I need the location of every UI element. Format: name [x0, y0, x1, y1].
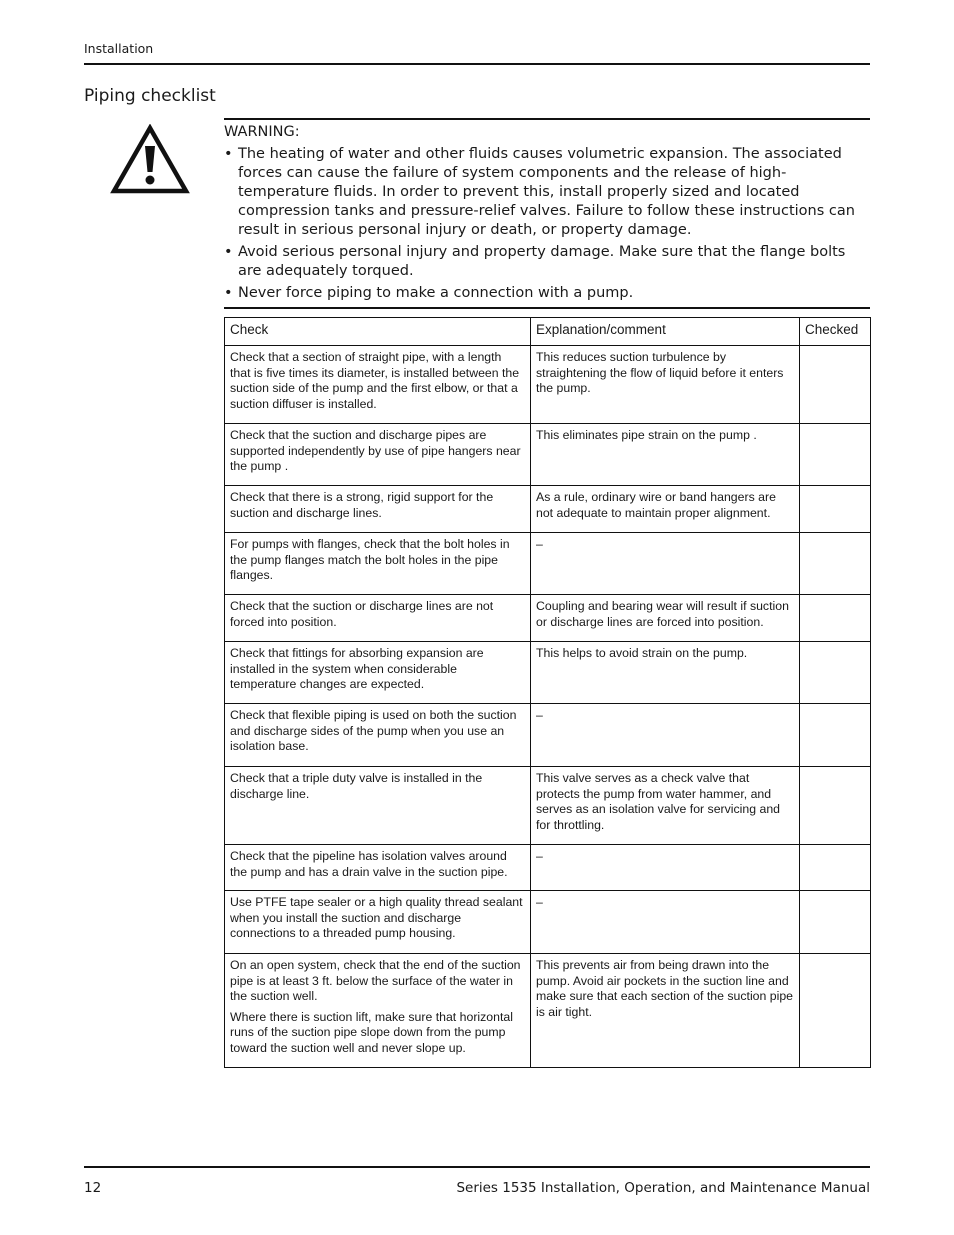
check-text: Check that the suction and discharge pipes are supported independently by use of pipe hangers near the pump .	[230, 428, 521, 473]
explanation-cell: This prevents air from being drawn into the pump. Avoid air pockets in the suction line and make sure that each section of the suction pipe is air tight.	[531, 954, 800, 1068]
page-number: 12	[84, 1180, 102, 1196]
table-row	[225, 424, 871, 486]
warning-item-text: The heating of water and other fluids causes volumetric expansion. The associated forces can cause the failure of system components and the release of high-temperature fluids. In order to prevent this, install properly sized and located compression tanks and pressure-relief valves. Failure to follow these instructions can result in serious personal injury or death, or property damage.	[238, 146, 855, 238]
bullet: •	[224, 285, 233, 301]
check-text: On an open system, check that the end of the suction pipe is at least 3 ft. below the surface of the water in the suction well.	[230, 958, 521, 1003]
checked-cell[interactable]	[800, 891, 871, 954]
table-row	[225, 891, 871, 954]
check-cell	[225, 424, 531, 486]
checked-cell[interactable]	[800, 642, 871, 704]
table-row	[225, 595, 871, 642]
section-title: Piping checklist	[84, 86, 216, 106]
checked-cell[interactable]	[800, 704, 871, 767]
column-header-checked: Checked	[800, 318, 871, 346]
checked-cell[interactable]	[800, 533, 871, 595]
warning-triangle-icon	[110, 124, 190, 194]
warning-item	[224, 145, 870, 240]
check-cell	[225, 954, 531, 1068]
table-row	[225, 486, 871, 533]
column-header-check: Check	[225, 318, 531, 346]
check-cell	[225, 767, 531, 845]
warning-item-text: Never force piping to make a connection with a pump.	[238, 285, 634, 301]
explanation-cell: This eliminates pipe strain on the pump .	[531, 424, 800, 486]
explanation-cell: Coupling and bearing wear will result if suction or discharge lines are forced into position.	[531, 595, 800, 642]
check-text: Check that fittings for absorbing expansion are installed in the system when considerable temperature changes are expected.	[230, 646, 484, 691]
checked-cell[interactable]	[800, 954, 871, 1068]
check-text: Check that a section of straight pipe, with a length that is five times its diameter, is installed between the suction side of the pump and the first elbow, or that a suction diffuser is installed.	[230, 350, 520, 411]
warning-rule-bottom	[224, 307, 870, 309]
table-row	[225, 704, 871, 767]
manual-title: Series 1535 Installation, Operation, and Maintenance Manual	[456, 1180, 870, 1196]
explanation-cell: This reduces suction turbulence by straightening the flow of liquid before it enters the pump.	[531, 346, 800, 424]
explanation-cell: –	[531, 704, 800, 767]
check-text-secondary: Where there is suction lift, make sure that horizontal runs of the suction pipe slope down from the pump toward the suction well and never slope up.	[230, 1009, 513, 1055]
piping-checklist-table	[224, 317, 871, 1068]
running-header: Installation	[84, 41, 154, 56]
explanation-cell: –	[531, 533, 800, 595]
explanation-cell: –	[531, 891, 800, 954]
checked-cell[interactable]	[800, 486, 871, 533]
header-rule	[84, 63, 870, 65]
checked-cell[interactable]	[800, 845, 871, 891]
check-cell	[225, 346, 531, 424]
checked-cell[interactable]	[800, 424, 871, 486]
table-row	[225, 346, 871, 424]
checked-cell[interactable]	[800, 767, 871, 845]
explanation-cell: This helps to avoid strain on the pump.	[531, 642, 800, 704]
checked-cell[interactable]	[800, 595, 871, 642]
check-text: Use PTFE tape sealer or a high quality thread sealant when you install the suction and discharge connections to a threaded pump housing.	[230, 895, 523, 940]
warning-rule-top	[224, 118, 870, 120]
bullet: •	[224, 146, 233, 162]
check-text: Check that flexible piping is used on both the suction and discharge sides of the pump when you use an isolation base.	[230, 708, 517, 753]
warning-block	[224, 123, 870, 306]
check-text: Check that a triple duty valve is installed in the discharge line.	[230, 771, 483, 801]
bullet: •	[224, 244, 233, 260]
explanation-cell: As a rule, ordinary wire or band hangers are not adequate to maintain proper alignment.	[531, 486, 800, 533]
table-header-row	[225, 318, 871, 346]
explanation-cell: This valve serves as a check valve that protects the pump from water hammer, and serves as an isolation valve for servicing and for throttling.	[531, 767, 800, 845]
warning-label: WARNING:	[224, 124, 300, 140]
check-cell	[225, 845, 531, 891]
warning-item-text: Avoid serious personal injury and property damage. Make sure that the flange bolts are adequately torqued.	[238, 244, 846, 279]
check-cell	[225, 704, 531, 767]
check-cell	[225, 891, 531, 954]
table-row	[225, 642, 871, 704]
warning-item	[224, 243, 870, 281]
column-header-explanation: Explanation/comment	[531, 318, 800, 346]
table-row	[225, 767, 871, 845]
explanation-cell: –	[531, 845, 800, 891]
check-cell	[225, 642, 531, 704]
table-row	[225, 845, 871, 891]
check-cell	[225, 533, 531, 595]
table-row	[225, 533, 871, 595]
table-row	[225, 954, 871, 1068]
check-cell	[225, 486, 531, 533]
check-text: Check that the suction or discharge lines are not forced into position.	[230, 599, 494, 629]
check-cell	[225, 595, 531, 642]
check-text: Check that the pipeline has isolation valves around the pump and has a drain valve in the suction pipe.	[230, 849, 508, 879]
checked-cell[interactable]	[800, 346, 871, 424]
footer-rule	[84, 1166, 870, 1168]
check-text: For pumps with flanges, check that the bolt holes in the pump flanges match the bolt holes in the pipe flanges.	[230, 537, 510, 582]
check-text: Check that there is a strong, rigid support for the suction and discharge lines.	[230, 490, 494, 520]
warning-item	[224, 284, 870, 303]
